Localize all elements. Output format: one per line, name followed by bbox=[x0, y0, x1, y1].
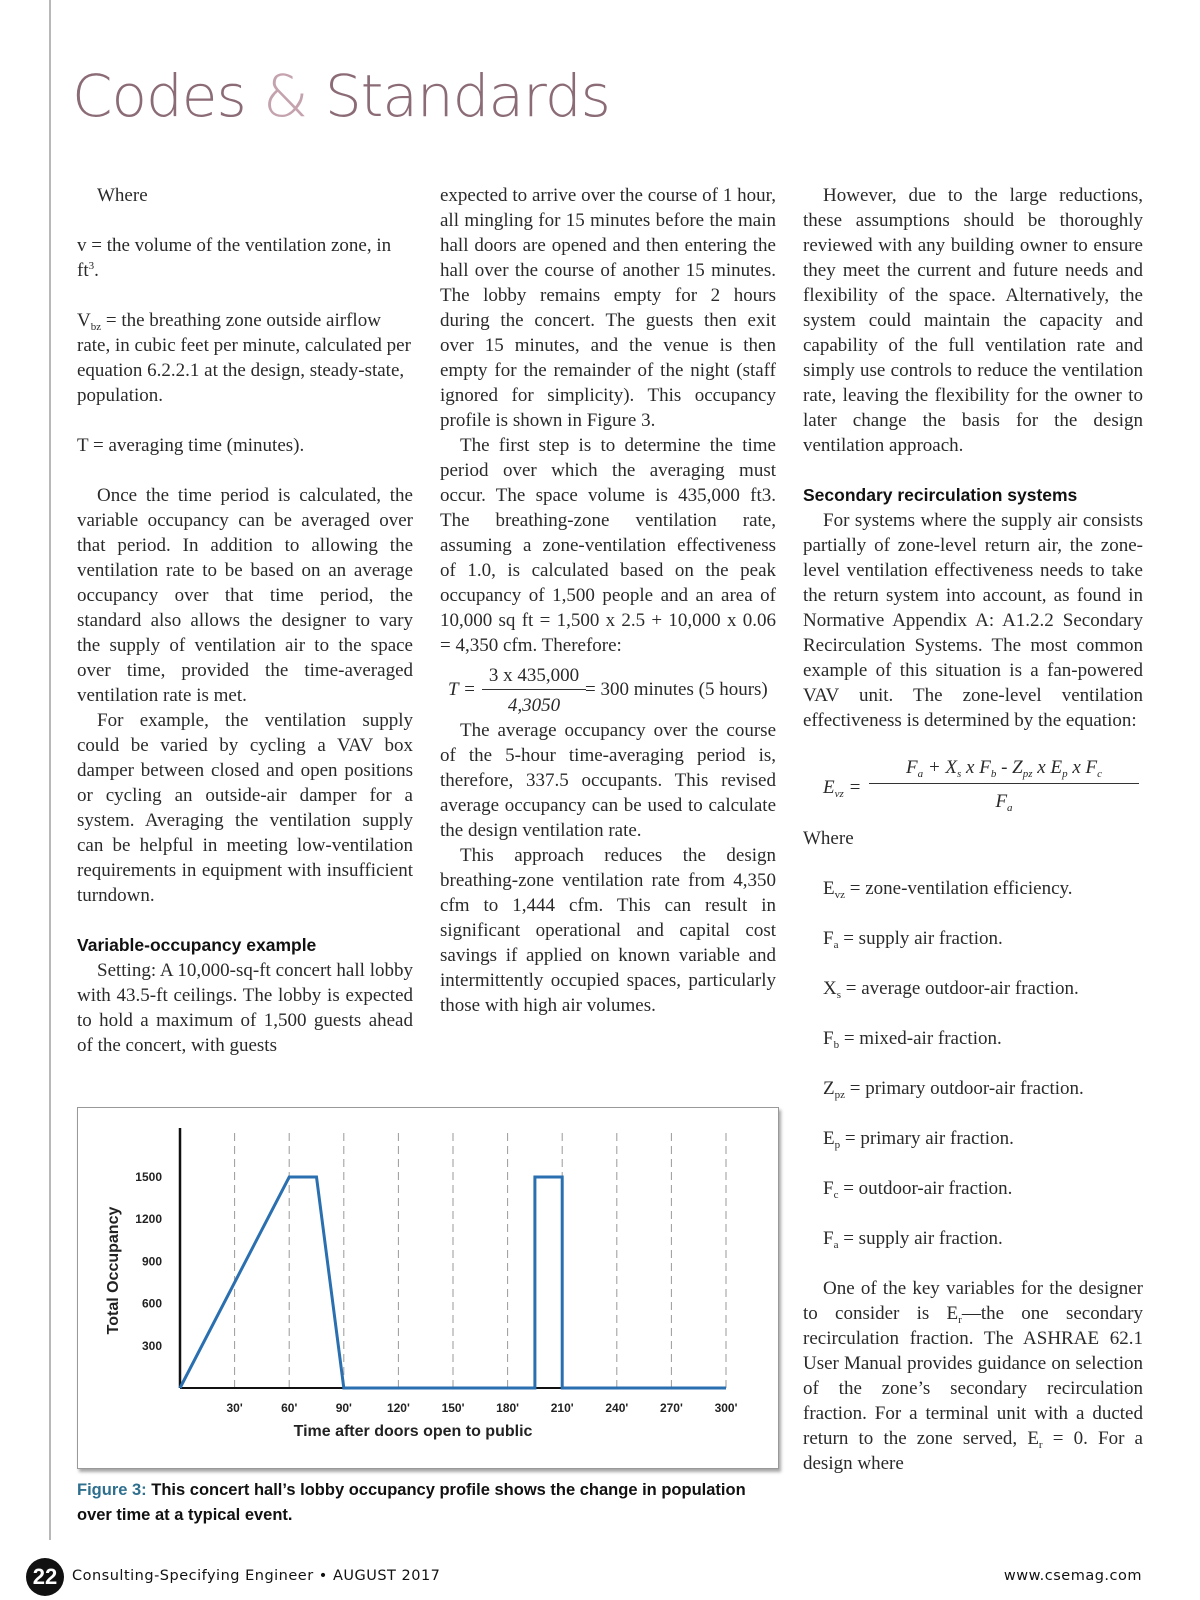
y-axis-label: Total Occupancy bbox=[105, 1206, 122, 1335]
definition-item: $E_p$ = primary air fraction. bbox=[823, 1128, 1014, 1151]
section-title bbox=[72, 62, 610, 130]
x-axis-label: Time after doors open to public bbox=[293, 1423, 533, 1440]
x-tick-label: 60' bbox=[281, 1401, 298, 1415]
figure-caption-text: This concert hall’s lobby occupancy profile shows the change in population over time at a typical event. bbox=[77, 1481, 746, 1524]
definition-item: $F_a$ = supply air fraction. bbox=[823, 928, 1003, 951]
paragraph: The first step is to determine the time period over which the averaging must occur. The space volume is 435,000 ft3. The breathing-zone ventilation rate, assuming a zone-ventilation effectiveness of 1.0, is calculated based on the peak occupancy of 1,500 people and an area of 10,000 sq ft = 1,500 x 2.5 + 10,000 x 0.06 = 4,350 cfm. Therefore: bbox=[440, 435, 776, 656]
page-number: 22 bbox=[26, 1558, 64, 1596]
definition-list bbox=[803, 876, 1143, 1251]
definition-item: $F_c$ = outdoor-air fraction. bbox=[823, 1178, 1013, 1201]
column-3 bbox=[803, 183, 1143, 1476]
definition-item: $X_s$ = average outdoor-air fraction. bbox=[823, 978, 1079, 1001]
x-tick-label: 120' bbox=[386, 1401, 410, 1415]
section-title-word2: Standards bbox=[324, 62, 610, 130]
paragraph: Once the time period is calculated, the variable occupancy can be averaged over that period. In addition to allowing the ventilation rate to be based on an average occupancy over that time period, the standard also allows the designer to vary the supply of ventilation air to the space over time, provided the time-averaged ventilation rate is met. bbox=[77, 485, 413, 706]
x-tick-label: 30' bbox=[226, 1401, 243, 1415]
section-title-word1: Codes bbox=[72, 62, 246, 130]
column-1 bbox=[77, 183, 413, 1058]
definition-item: $Z_{pz}$ = primary outdoor-air fraction. bbox=[823, 1078, 1084, 1101]
paragraph: expected to arrive over the course of 1 hour, all mingling for 15 minutes before the main hall doors are opened and then entering the hall over the course of another 15 minutes. The lobby remains empty for 2 hours during the concert. The guests then exit over 15 minutes, and the venue is then empty for the remainder of the night (staff ignored for simplicity). This occupancy profile is shown in Figure 3. bbox=[440, 185, 776, 431]
equation-lhs: T = bbox=[448, 679, 476, 700]
fraction-bar bbox=[869, 783, 1139, 784]
equation-denominator: 4,3050 bbox=[507, 695, 561, 716]
fraction-bar bbox=[482, 689, 586, 690]
paragraph: This approach reduces the design breathing-zone ventilation rate from 4,350 cfm to 1,444 cfm. This can result in significant operational and capital cost savings if applied on known variable and intermittently occupied spaces, particularly those with high air volumes. bbox=[440, 845, 776, 1016]
x-tick-label: 270' bbox=[659, 1401, 683, 1415]
y-tick-label: 1200 bbox=[135, 1212, 162, 1227]
definition-item: $F_b$ = mixed-air fraction. bbox=[823, 1028, 1002, 1051]
page-footer bbox=[0, 1558, 1200, 1598]
figure-3-chart bbox=[77, 1107, 779, 1469]
x-tick-label: 90' bbox=[335, 1401, 352, 1415]
subheading: Variable-occupancy example bbox=[77, 935, 317, 955]
paragraph: One of the key variables for the designer to consider is $E_r—the$ one secondary recirculation fraction. The ASHRAE 62.1 User Manual provides guidance on selection of the zone’s secondary recirculation fraction. For a terminal unit with a ducted return to the zone served, $E_r = 0$. For a design where bbox=[803, 1278, 1143, 1474]
subheading: Secondary recirculation systems bbox=[803, 485, 1078, 505]
figure-label: Figure 3: bbox=[77, 1481, 147, 1499]
definition-v: v = the volume of the ventilation zone, in $ft^3$. bbox=[77, 235, 392, 281]
where-label: Where bbox=[97, 185, 148, 206]
paragraph: The average occupancy over the course of the 5-hour time-averaging period is, therefore, 337.5 occupants. This revised average occupancy can be used to calculate the design ventilation rate. bbox=[440, 720, 776, 841]
equation-numerator: 3 x 435,000 bbox=[488, 665, 580, 686]
x-tick-label: 210' bbox=[550, 1401, 574, 1415]
figure-caption bbox=[77, 1478, 777, 1528]
section-title-ampersand: & bbox=[263, 62, 308, 130]
paragraph: Setting: A 10,000-sq-ft concert hall lobby with 43.5-ft ceilings. The lobby is expected to hold a maximum of 1,500 guests ahead of the concert, with guests bbox=[77, 960, 413, 1056]
equation-numerator: $F_a + X_s$ x $F_b - Z_{pz}$ x $E_p$ x $F_c$ bbox=[905, 757, 1103, 780]
paragraph: For example, the ventilation supply could be varied by cycling a VAV box damper between closed and open positions or cycling an outside-air damper for a system. Averaging the ventilation supply can be helpful in meeting low-ventilation requirements in equipment with insufficient turndown. bbox=[77, 710, 413, 906]
definition-t: T = averaging time (minutes). bbox=[77, 435, 305, 456]
y-tick-label: 900 bbox=[141, 1254, 162, 1269]
x-tick-label: 180' bbox=[496, 1401, 520, 1415]
where-label: Where bbox=[803, 828, 854, 849]
x-tick-label: 300' bbox=[714, 1401, 738, 1415]
x-tick-label: 240' bbox=[605, 1401, 629, 1415]
column-2 bbox=[440, 183, 776, 1018]
y-tick-label: 1500 bbox=[135, 1170, 162, 1184]
definition-item: $E_{vz}$ = zone-ventilation efficiency. bbox=[823, 878, 1073, 901]
definition-item: $F_a$ = supply air fraction. bbox=[823, 1228, 1003, 1251]
y-tick-label: 600 bbox=[141, 1296, 162, 1311]
paragraph: For systems where the supply air consists partially of zone-level return air, the zone-level ventilation effectiveness needs to take the return system into account, as found in Normative Appendix A: A1.2.2 Secondary Recirculation Systems. The most common example of this situation is a fan-powered VAV unit. The zone-level ventilation effectiveness is determined by the equation: bbox=[803, 510, 1143, 731]
equation-rhs: = 300 minutes (5 hours) bbox=[585, 679, 768, 700]
x-tick-label: 150' bbox=[441, 1401, 465, 1415]
equation-denominator: $F_a$ bbox=[995, 791, 1013, 814]
website-url: www.csemag.com bbox=[1003, 1568, 1142, 1584]
y-tick-label: 300 bbox=[141, 1338, 162, 1353]
occupancy-line-chart bbox=[78, 1108, 778, 1468]
equation-averaging-time bbox=[440, 658, 776, 718]
definition-vbz: $V_{bz}$ = the breathing zone outside airflow rate, in cubic feet per minute, calculated per equation 6.2.2.1 at the design, steady-state, population. bbox=[77, 310, 411, 406]
equation-zone-ventilation bbox=[803, 751, 1143, 826]
margin-rule bbox=[49, 0, 51, 1540]
equation-lhs: $E_{vz}$ = bbox=[823, 777, 862, 800]
magazine-issue: Consulting-Specifying Engineer • AUGUST 2017 bbox=[72, 1568, 441, 1584]
paragraph: However, due to the large reductions, these assumptions should be thoroughly reviewed with any building owner to ensure they meet the current and future needs and flexibility of the space. Alternatively, the system could maintain the capacity and capability of the full ventilation rate and simply use controls to reduce the ventilation rate, leaving the flexibility for the owner to later change the basis for the design ventilation approach. bbox=[803, 185, 1143, 456]
